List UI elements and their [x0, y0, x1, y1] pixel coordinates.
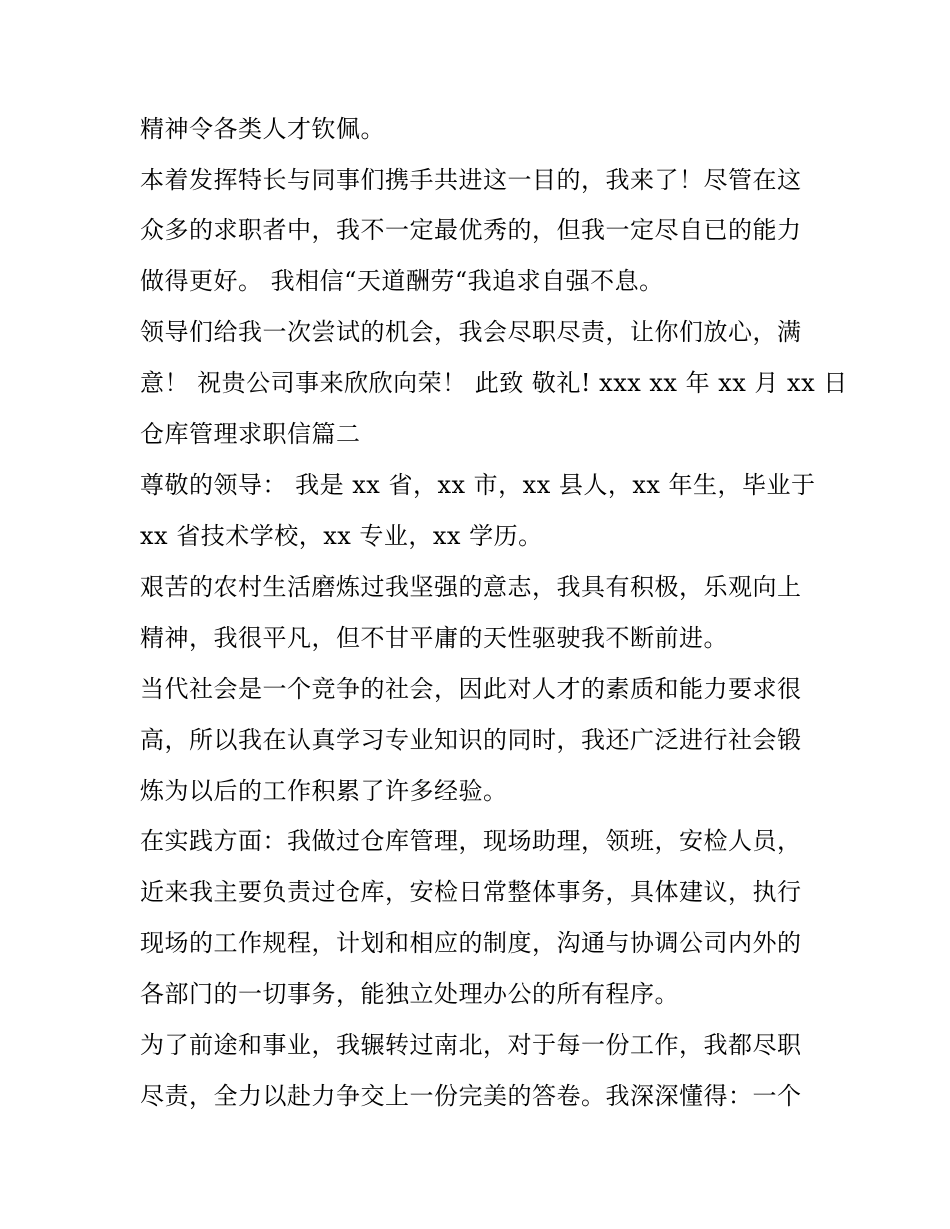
- text-line: 尽责，全力以赴力争交上一份完美的答卷。我深深懂得：一个: [140, 1082, 802, 1110]
- text-line: 为了前途和事业，我辗转过南北，对于每一份工作，我都尽职: [140, 1031, 802, 1059]
- text-line: 各部门的一切事务，能独立处理办公的所有程序。: [140, 980, 679, 1008]
- text-line: 当代社会是一个竞争的社会，因此对人才的素质和能力要求很: [140, 675, 802, 703]
- text-line: 近来我主要负责过仓库，安检日常整体事务，具体建议，执行: [140, 878, 802, 906]
- text-line: 做得更好。 我相信“天道酬劳“我追求自强不息。: [140, 267, 664, 295]
- section-heading: 仓库管理求职信篇二: [140, 420, 361, 448]
- text-line: 领导们给我一次尝试的机会，我会尽职尽责，让你们放心，满: [140, 318, 802, 346]
- text-line: 艰苦的农村生活磨炼过我坚强的意志，我具有积极，乐观向上: [140, 573, 802, 601]
- text-line: 现场的工作规程，计划和相应的制度，沟通与协调公司内外的: [140, 929, 802, 957]
- text-line: 精神令各类人才钦佩。: [140, 115, 385, 143]
- text-line: 意！ 祝贵公司事来欣欣向荣！ 此致 敬礼! xxx xx 年 xx 月 xx 日: [140, 369, 848, 397]
- text-line: 精神，我很平凡，但不甘平庸的天性驱驶我不断前进。: [140, 624, 728, 652]
- text-line: 众多的求职者中，我不一定最优秀的，但我一定尽自已的能力: [140, 216, 802, 244]
- text-line: 尊敬的领导： 我是 xx 省，xx 市，xx 县人，xx 年生，毕业于: [140, 471, 816, 499]
- text-line: xx 省技术学校，xx 专业，xx 学历。: [140, 522, 543, 550]
- text-line: 本着发挥特长与同事们携手共进这一目的，我来了！尽管在这: [140, 166, 802, 194]
- text-line: 在实践方面：我做过仓库管理，现场助理，领班，安检人员，: [140, 827, 802, 855]
- text-line: 高，所以我在认真学习专业知识的同时，我还广泛进行社会锻: [140, 726, 802, 754]
- text-line: 炼为以后的工作积累了许多经验。: [140, 777, 508, 805]
